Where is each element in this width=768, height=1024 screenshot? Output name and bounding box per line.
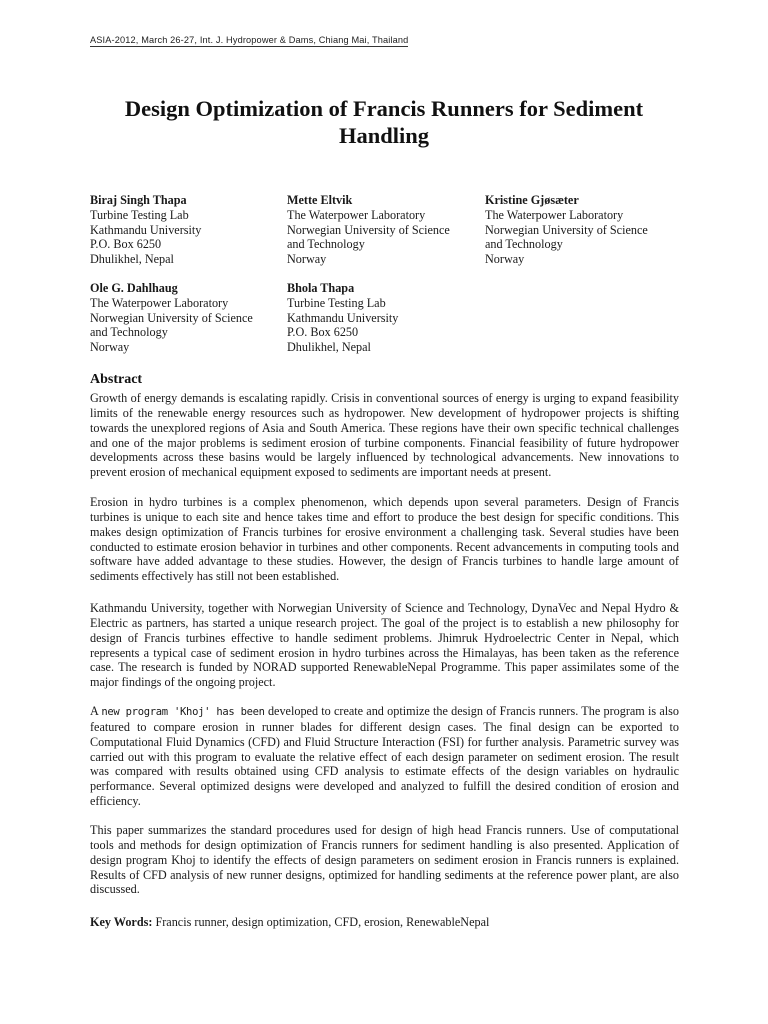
author-affiliation: Norwegian University of Science	[287, 222, 450, 237]
author-affiliation: Turbine Testing Lab	[287, 295, 386, 310]
author-affiliation: The Waterpower Laboratory	[90, 295, 229, 310]
author-affiliation: The Waterpower Laboratory	[485, 207, 624, 222]
author-affiliation: Norway	[485, 252, 525, 267]
abstract-paragraph: Erosion in hydro turbines is a complex phenomenon, which depends upon several parameters. Design of Francis turbines is unique to each site and hence takes time and effort to produce the best design for specific conditions. This makes design optimization of Francis turbines for erosive environment a challenging task. Several studies have been conducted to estimate erosion behavior in turbines and other components. Recent advancements in computing tools and software have added advantage to these studies. However, the design of Francis turbines to handle large amount of sediments effectively has still not been established.	[90, 495, 679, 584]
author-block	[485, 193, 648, 267]
author-affiliation: Dhulikhel, Nepal	[90, 252, 174, 267]
author-affiliation: The Waterpower Laboratory	[287, 207, 426, 222]
abstract-heading: Abstract	[90, 372, 143, 387]
author-affiliation: and Technology	[485, 237, 563, 252]
abstract-paragraph: This paper summarizes the standard procedures used for design of high head Francis runners. Use of computational tools and methods for design optimization of Francis runners for sediment handling is also presented. Application of design program Khoj to identify the effects of design parameters on sediment erosion in Francis runners is explained. Results of CFD analysis of new runner designs, optimized for handling sediments at the reference power plant, are also discussed.	[90, 823, 679, 897]
abstract-paragraph: Kathmandu University, together with Norwegian University of Science and Technology, DynaVec and Nepal Hydro & Electric as partners, has started a unique research project. The goal of the project is to establish a new philosophy for design of Francis turbines effective to handle sediment problems. Jhimruk Hydroelectric Center in Nepal, which represents a typical case of sediment erosion in hydro turbines across the Himalayas, has been taken as the reference case. The research is funded by NORAD supported RenewableNepal Programme. This paper assimilates some of the major findings of the ongoing project.	[90, 601, 679, 690]
keywords-text: Francis runner, design optimization, CFD, erosion, RenewableNepal	[155, 915, 490, 929]
author-affiliation: Kathmandu University	[287, 310, 399, 325]
abstract-paragraph	[90, 704, 679, 809]
author-block	[90, 281, 253, 355]
author-block	[287, 193, 450, 267]
author-affiliation: Dhulikhel, Nepal	[287, 340, 371, 355]
author-name: Ole G. Dahlhaug	[90, 281, 178, 295]
paper-title: Design Optimization of Francis Runners for Sediment Handling	[124, 96, 644, 148]
author-name: Mette Eltvik	[287, 193, 353, 207]
author-affiliation: Norwegian University of Science	[90, 310, 253, 325]
author-name: Biraj Singh Thapa	[90, 193, 187, 207]
handwritten-phrase: new program 'Khoj' has been	[101, 706, 265, 718]
author-affiliation: Norwegian University of Science	[485, 222, 648, 237]
author-affiliation: and Technology	[287, 237, 365, 252]
author-affiliation: P.O. Box 6250	[90, 237, 162, 252]
author-block	[90, 193, 201, 267]
author-affiliation: Turbine Testing Lab	[90, 207, 189, 222]
author-name: Bhola Thapa	[287, 281, 355, 295]
paragraph-lead: A	[90, 704, 99, 718]
abstract-paragraph: Growth of energy demands is escalating rapidly. Crisis in conventional sources of energy is urging to expand feasibility limits of the renewable energy resources such as hydropower. New development of hydropower projects is shifting towards the unexplored regions of Asia and South America. These regions have their own specific technical challenges and one of the major problems is sediment erosion of turbine components. Financial feasibility of future hydropower developments across these basins would be largely influenced by technological advancements. New innovations to prevent erosion of mechanical equipment exposed to sediments are important needs at present.	[90, 391, 679, 480]
author-affiliation: P.O. Box 6250	[287, 325, 359, 340]
author-affiliation: Kathmandu University	[90, 222, 202, 237]
author-affiliation: Norway	[90, 340, 130, 355]
keywords-label: Key Words:	[90, 915, 153, 929]
keywords	[90, 915, 489, 930]
author-block	[287, 281, 398, 355]
author-affiliation: Norway	[287, 252, 327, 267]
author-name: Kristine Gjøsæter	[485, 193, 579, 207]
conference-header: ASIA-2012, March 26-27, Int. J. Hydropower & Dams, Chiang Mai, Thailand	[90, 35, 409, 45]
author-affiliation: and Technology	[90, 325, 168, 340]
paragraph-text: developed to create and optimize the design of Francis runners. The program is also featured to compare erosion in runner blades for different design cases. The final design can be exported to Computational Fluid Dynamics (CFD) and Fluid Structure Interaction (FSI) for further analysis. Parametric survey was carried out with this program to evaluate the relative effect of each design parameter on sediment erosion. The result was compared with results obtained using CFD analysis to estimate effects of the design variables on hydraulic performance. Several optimized designs were developed and analyzed to fulfill the desired condition of erosion and efficiency.	[90, 704, 679, 809]
